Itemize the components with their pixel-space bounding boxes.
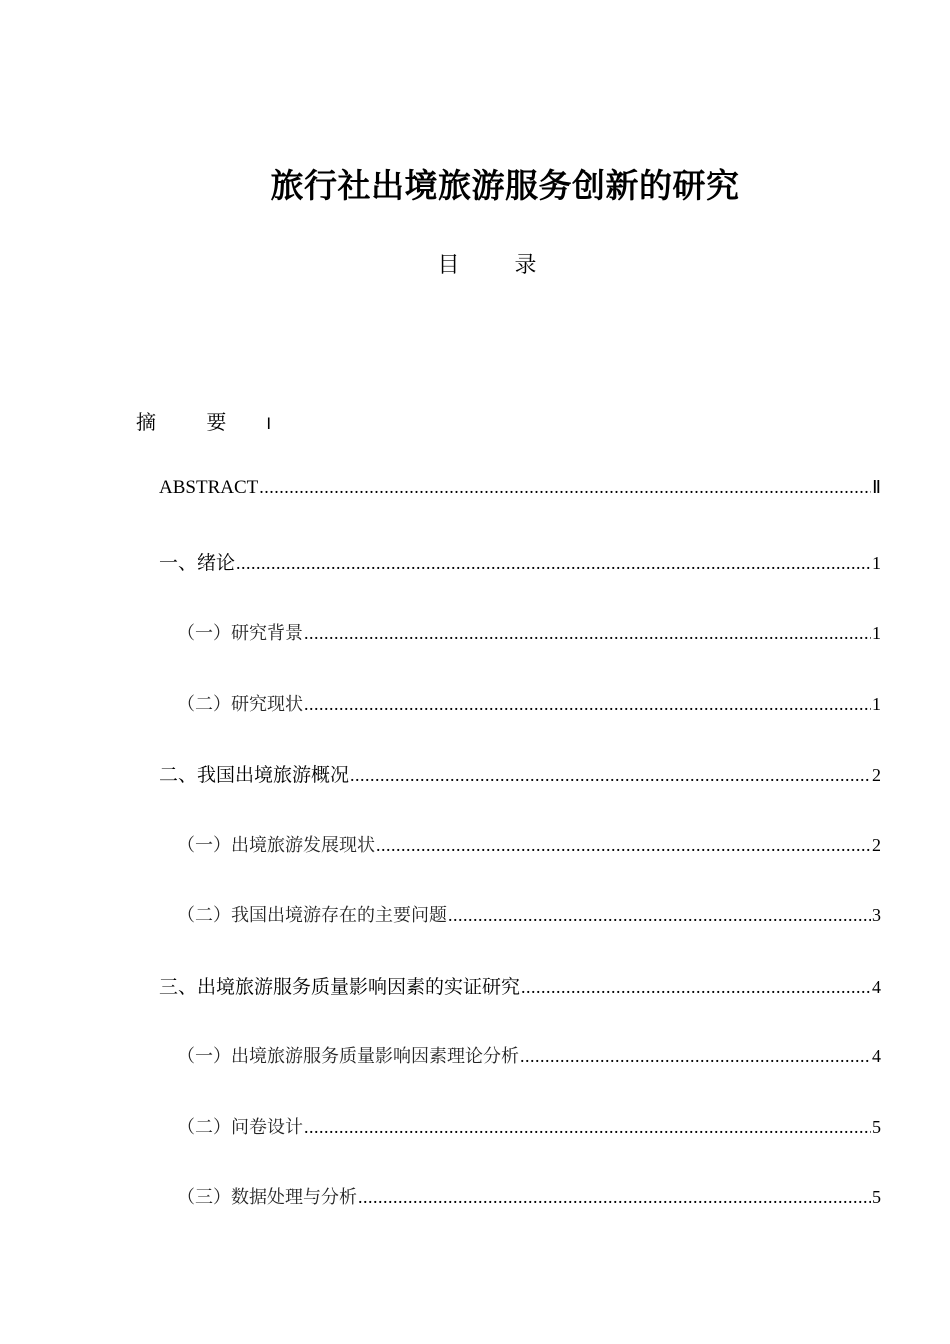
toc-entry-page: 3 — [872, 905, 881, 925]
toc-leader-dots — [376, 835, 871, 856]
toc-leader-dots — [448, 905, 871, 926]
toc-entry-section[interactable] — [0, 1042, 950, 1072]
toc-leader-dots — [236, 553, 871, 574]
toc-entry-section[interactable] — [0, 690, 950, 720]
document-title: 旅行社出境旅游服务创新的研究 — [270, 166, 740, 205]
toc-entry-page: 2 — [872, 765, 881, 785]
toc-entry-label: （一）出境旅游服务质量影响因素理论分析 — [177, 1046, 519, 1067]
toc-entry-label: （三）数据处理与分析 — [177, 1187, 357, 1208]
toc-entry-section[interactable] — [0, 831, 950, 861]
toc-entry-abstract-cn[interactable] — [136, 406, 271, 435]
toc-entry-chapter-2[interactable] — [0, 760, 950, 790]
toc-entry-page: Ⅱ — [872, 477, 881, 497]
toc-entry-label: （一）研究背景 — [177, 623, 303, 644]
toc-entry-page: 5 — [872, 1187, 881, 1207]
toc-entry-label: ABSTRACT — [159, 477, 259, 498]
toc-entry-section[interactable] — [0, 901, 950, 931]
toc-entry-chapter-1[interactable] — [0, 548, 950, 578]
toc-entry-section[interactable] — [0, 619, 950, 649]
toc-entry-label: 三、出境旅游服务质量影响因素的实证研究 — [159, 976, 521, 998]
toc-entry-section[interactable] — [0, 1183, 950, 1213]
toc-leader-dots — [304, 694, 871, 715]
toc-entry-abstract[interactable] — [0, 477, 950, 507]
toc-entry-page: 2 — [872, 835, 881, 855]
toc-entry-section[interactable] — [0, 1113, 950, 1143]
toc-heading: 目 录 — [437, 253, 561, 278]
toc-entry-label: （一）出境旅游发展现状 — [177, 835, 375, 856]
toc-leader-dots — [304, 623, 871, 644]
toc-entry-page: 4 — [872, 1046, 881, 1066]
toc-entry-chapter-3[interactable] — [0, 972, 950, 1002]
toc-entry-page: 5 — [872, 1117, 881, 1137]
toc-entry-page: 1 — [872, 694, 881, 714]
toc-leader-dots — [358, 1187, 871, 1208]
toc-entry-page: 1 — [872, 553, 881, 573]
toc-entry-page: 1 — [872, 623, 881, 643]
toc-leader-dots — [259, 477, 871, 498]
toc-entry-label: 二、我国出境旅游概况 — [159, 764, 350, 786]
toc-leader-dots — [520, 1046, 871, 1067]
toc-entry-label: （二）我国出境游存在的主要问题 — [177, 905, 447, 926]
toc-entry-page: Ⅰ — [266, 414, 272, 433]
toc-entry-label: （二）研究现状 — [177, 694, 303, 715]
toc-leader-dots — [304, 1117, 871, 1138]
toc-entry-label: 摘 要 — [136, 410, 249, 434]
toc-entry-label: （二）问卷设计 — [177, 1117, 303, 1138]
toc-leader-dots — [350, 765, 871, 786]
toc-leader-dots — [521, 977, 871, 998]
toc-entry-page: 4 — [872, 977, 881, 997]
toc-entry-label: 一、绪论 — [159, 552, 236, 574]
